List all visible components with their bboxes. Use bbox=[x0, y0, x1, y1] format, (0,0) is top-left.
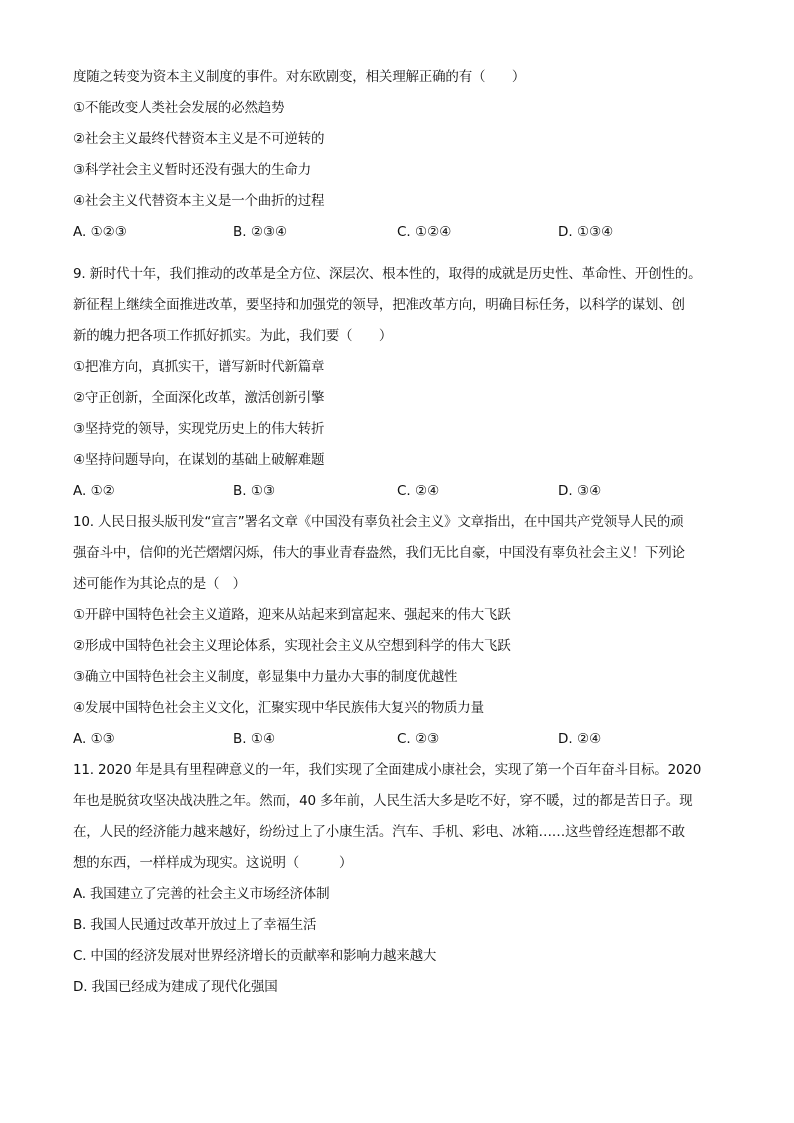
question-10 bbox=[73, 507, 733, 755]
question-stem: 述可能作为其论点的是（ ） bbox=[73, 576, 246, 592]
option-d: D. ①③④ bbox=[558, 224, 614, 240]
choice-b: B. 我国人民通过改革开放过上了幸福生活 bbox=[73, 917, 317, 933]
option-c: C. ②④ bbox=[397, 483, 440, 499]
exam-page bbox=[73, 62, 733, 1003]
question-stem: 想的东西，一样样成为现实。这说明（ ） bbox=[73, 855, 353, 871]
question-stem: 11. 2020 年是具有里程碑意义的一年，我们实现了全面建成小康社会，实现了第一个百年奋斗目标。2020 bbox=[73, 762, 702, 778]
statement: ③科学社会主义暂时还没有强大的生命力 bbox=[73, 162, 312, 178]
question-stem: 10. 人民日报头版刊发“宣言”署名文章《中国没有辜负社会主义》文章指出，在中国共产党领导人民的顽 bbox=[73, 514, 684, 530]
option-a: A. ①③ bbox=[73, 731, 115, 747]
statement: ④坚持问题导向，在谋划的基础上破解难题 bbox=[73, 452, 325, 468]
question-11 bbox=[73, 755, 733, 1003]
choice-a: A. 我国建立了完善的社会主义市场经济体制 bbox=[73, 886, 330, 902]
question-8 bbox=[73, 62, 733, 248]
question-stem: 强奋斗中，信仰的光芒熠熠闪烁，伟大的事业青春盎然，我们无比自豪，中国没有辜负社会主义！下列论 bbox=[73, 545, 685, 561]
statement: ④发展中国特色社会主义文化，汇聚实现中华民族伟大复兴的物质力量 bbox=[73, 700, 484, 716]
question-stem: 年也是脱贫攻坚决战决胜之年。然而，40 多年前，人民生活大多是吃不好，穿不暖，过的都是苦日子。现 bbox=[73, 793, 693, 809]
question-stem: 度随之转变为资本主义制度的事件。对东欧剧变，相关理解正确的有（ ） bbox=[73, 69, 526, 85]
question-stem: 9. 新时代十年，我们推动的改革是全方位、深层次、根本性的，取得的成就是历史性、革命性、开创性的。 bbox=[73, 266, 702, 282]
statement: ②形成中国特色社会主义理论体系，实现社会主义从空想到科学的伟大飞跃 bbox=[73, 638, 511, 654]
statement: ①开辟中国特色社会主义道路，迎来从站起来到富起来、强起来的伟大飞跃 bbox=[73, 607, 511, 623]
statement: ②社会主义最终代替资本主义是不可逆转的 bbox=[73, 131, 325, 147]
statement: ③坚持党的领导，实现党历史上的伟大转折 bbox=[73, 421, 325, 437]
question-stem: 在，人民的经济能力越来越好，纷纷过上了小康生活。汽车、手机、彩电、冰箱……这些曾经连想都不敢 bbox=[73, 824, 685, 840]
option-d: D. ③④ bbox=[558, 483, 602, 499]
option-b: B. ②③④ bbox=[233, 224, 288, 240]
option-a: A. ①② bbox=[73, 483, 115, 499]
answer-options bbox=[73, 476, 733, 507]
option-a: A. ①②③ bbox=[73, 224, 127, 240]
statement: ①把准方向，真抓实干，谱写新时代新篇章 bbox=[73, 359, 325, 375]
answer-options bbox=[73, 217, 733, 248]
choice-c: C. 中国的经济发展对世界经济增长的贡献率和影响力越来越大 bbox=[73, 948, 437, 964]
statement: ②守正创新，全面深化改革，激活创新引擎 bbox=[73, 390, 325, 406]
option-b: B. ①③ bbox=[233, 483, 276, 499]
question-stem: 新征程上继续全面推进改革，要坚持和加强党的领导，把准改革方向，明确目标任务，以科学的谋划、创 bbox=[73, 297, 685, 313]
answer-options bbox=[73, 724, 733, 755]
option-c: C. ②③ bbox=[397, 731, 440, 747]
question-stem: 新的魄力把各项工作抓好抓实。为此，我们要（ ） bbox=[73, 328, 393, 344]
option-d: D. ②④ bbox=[558, 731, 602, 747]
statement: ③确立中国特色社会主义制度，彰显集中力量办大事的制度优越性 bbox=[73, 669, 458, 685]
choice-d: D. 我国已经成为建成了现代化强国 bbox=[73, 979, 278, 995]
statement: ④社会主义代替资本主义是一个曲折的过程 bbox=[73, 193, 325, 209]
option-c: C. ①②④ bbox=[397, 224, 452, 240]
statement: ①不能改变人类社会发展的必然趋势 bbox=[73, 100, 285, 116]
option-b: B. ①④ bbox=[233, 731, 276, 747]
question-9 bbox=[73, 259, 733, 507]
